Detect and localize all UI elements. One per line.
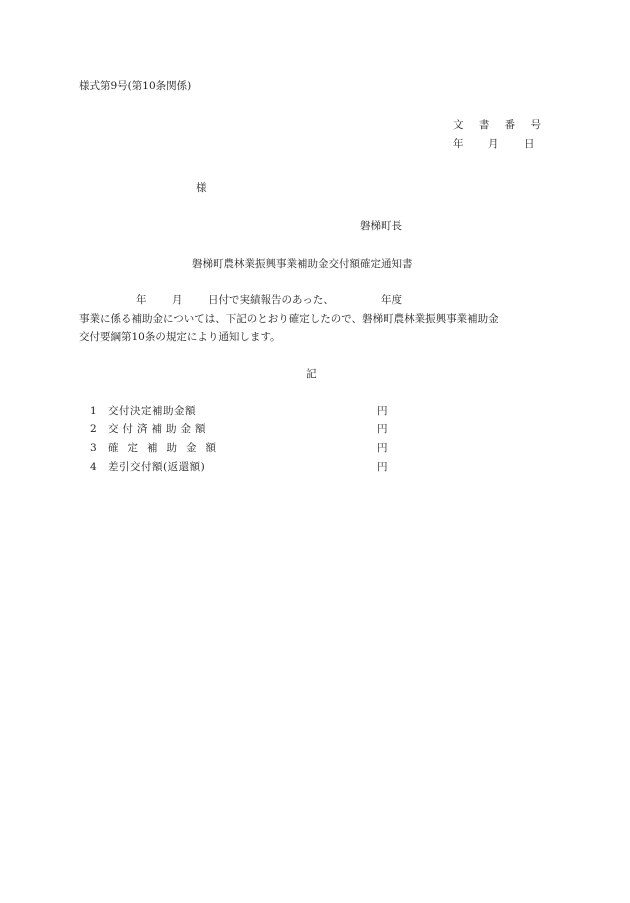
sender-name: 磐梯町長 — [360, 220, 402, 232]
date-day-label: 日 — [524, 138, 535, 150]
report-month-label: 月 — [172, 294, 183, 306]
item-number: 4 — [90, 461, 97, 473]
document-title: 磐梯町農林業振興事業補助金交付額確定通知書 — [192, 258, 413, 270]
document-number-label: 文 書 番 号 — [453, 119, 548, 131]
item-unit: 円 — [377, 442, 388, 454]
item-unit: 円 — [377, 405, 388, 417]
item-unit: 円 — [377, 423, 388, 435]
addressee-suffix: 様 — [196, 182, 207, 194]
ki-label: 記 — [306, 368, 317, 380]
report-day-text: 日付で実績報告のあった、 — [208, 294, 334, 306]
report-year-label: 年 — [136, 294, 147, 306]
item-number: 2 — [90, 423, 97, 435]
item-unit: 円 — [377, 461, 388, 473]
body-line-2: 事業に係る補助金については、下記のとおり確定したので、磐梯町農林業振興事業補助金 — [79, 313, 499, 325]
body-line-3: 交付要綱第10条の規定により通知します。 — [79, 331, 281, 343]
fiscal-year-label: 年度 — [381, 294, 402, 306]
form-number: 様式第9号(第10条関係) — [79, 80, 192, 92]
date-month-label: 月 — [488, 138, 499, 150]
item-label: 交付決定補助金額 — [108, 405, 196, 417]
date-year-label: 年 — [453, 138, 464, 150]
item-label: 差引交付額(返還額) — [108, 461, 206, 473]
item-number: 3 — [90, 442, 97, 454]
item-number: 1 — [90, 405, 97, 417]
item-label: 確定補助金額 — [108, 442, 225, 454]
item-label: 交付済補助金額 — [108, 423, 210, 435]
